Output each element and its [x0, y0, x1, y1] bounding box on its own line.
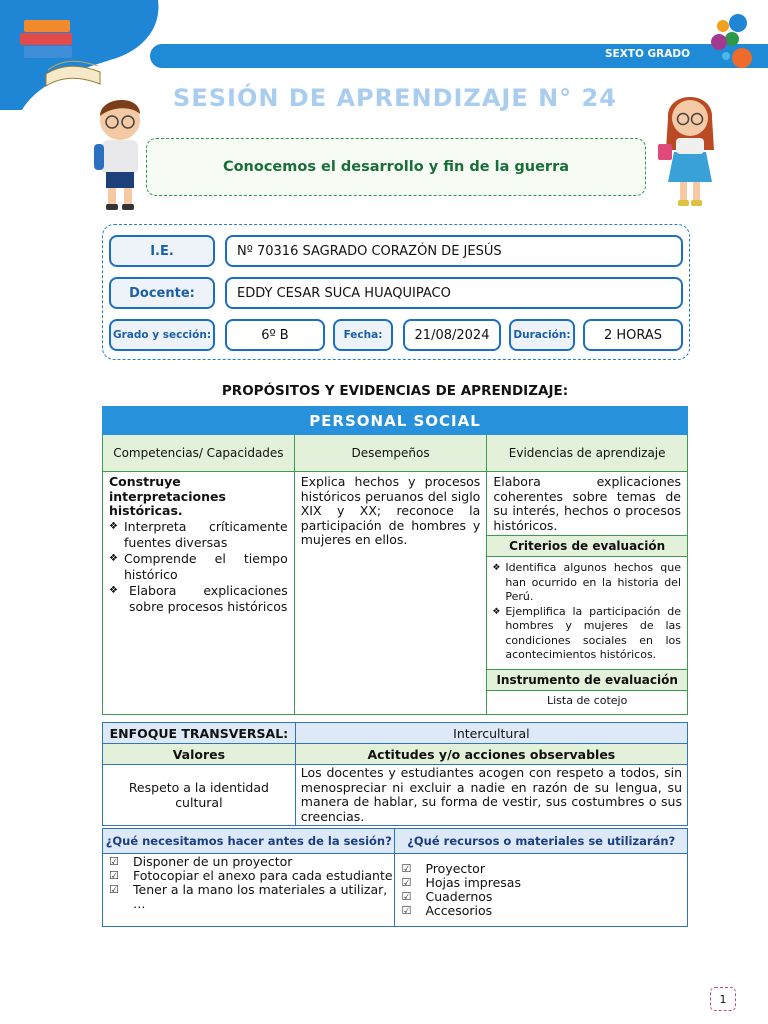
page-number: 1: [710, 987, 736, 1011]
approach-label: ENFOQUE TRANSVERSAL:: [103, 723, 296, 744]
resources-header: ¿Qué recursos o materiales se utilizarán?: [395, 829, 688, 854]
list-item: ☑ Proyector: [395, 862, 687, 876]
approach-value: Intercultural: [295, 723, 687, 744]
value-text: Respeto a la identidad cultural: [103, 765, 296, 826]
list-item: ❖ Ejemplifica la participación de hombres y mujeres de las condiciones sociales en los acontecimientos históricos.: [487, 605, 681, 663]
grade-section-value: 6º B: [225, 319, 325, 351]
list-item: ☑ Accesorios: [395, 904, 687, 918]
grade-section-label: Grado y sección:: [109, 319, 215, 351]
books-illustration: [18, 12, 106, 90]
instrument-header: Instrumento de evaluación: [487, 669, 687, 691]
list-item: ☑ Cuadernos: [395, 890, 687, 904]
approach-table: [102, 722, 688, 826]
general-info-box: [102, 224, 690, 360]
capacities-list: [109, 519, 288, 615]
before-session-cell: [103, 854, 395, 927]
session-topic-box: [146, 138, 646, 196]
before-session-list: [103, 855, 394, 911]
area-header: PERSONAL SOCIAL: [103, 407, 688, 435]
competencies-header: Competencias/ Capacidades: [103, 435, 295, 472]
list-item: ❖ Elabora explicaciones sobre procesos históricos: [109, 583, 288, 615]
competencies-cell: [103, 472, 295, 715]
list-item: ☑ Fotocopiar el anexo para cada estudiante: [103, 869, 394, 883]
boy-character-illustration: [88, 92, 152, 214]
evidence-cell: [487, 472, 688, 715]
criteria-header: Criterios de evaluación: [487, 535, 687, 557]
purposes-table: [102, 406, 688, 715]
teacher-label: Docente:: [109, 277, 215, 309]
date-label: Fecha:: [333, 319, 393, 351]
session-topic: Conocemos el desarrollo y fin de la guerra: [222, 159, 570, 175]
ie-value: Nº 70316 SAGRADO CORAZÓN DE JESÚS: [225, 235, 683, 267]
resources-list: [395, 862, 687, 918]
actions-header: Actitudes y/o acciones observables: [295, 744, 687, 765]
evidence-text: Elabora explicaciones coherentes sobre temas de su interés, hechos o procesos históricos.: [493, 474, 681, 533]
page-title: SESIÓN DE APRENDIZAJE N° 24: [173, 84, 617, 112]
instrument-value: Lista de cotejo: [546, 693, 628, 707]
action-text: Los docentes y estudiantes acogen con respeto a todos, sin menospreciar ni excluir a nadie en razón de su lengua, su manera de hablar, su forma de vestir, sus costumbres o sus creencias.: [295, 765, 687, 826]
duration-value: 2 HORAS: [583, 319, 683, 351]
list-item: ❖ Interpreta críticamente fuentes diversas: [109, 519, 288, 551]
grade-label: SEXTO GRADO: [604, 48, 690, 60]
criteria-list: [487, 557, 687, 669]
performance-header: Desempeños: [294, 435, 487, 472]
evidence-header: Evidencias de aprendizaje: [487, 435, 688, 472]
before-session-header: ¿Qué necesitamos hacer antes de la sesión?: [103, 829, 395, 854]
values-header: Valores: [103, 744, 296, 765]
date-value: 21/08/2024: [403, 319, 501, 351]
ie-label: I.E.: [109, 235, 215, 267]
dots-decoration: [708, 12, 758, 70]
duration-label: Duración:: [509, 319, 575, 351]
resources-cell: [395, 854, 688, 927]
list-item: ❖ Comprende el tiempo histórico: [109, 551, 288, 583]
performance-cell: [294, 472, 487, 715]
competence-name: Construye interpretaciones históricas.: [109, 474, 226, 518]
girl-character-illustration: [656, 88, 724, 212]
list-item: ☑ Hojas impresas: [395, 876, 687, 890]
list-item: ☑ Tener a la mano los materiales a utilizar, …: [103, 883, 394, 911]
list-item: ❖ Identifica algunos hechos que han ocurrido en la historia del Perú.: [487, 561, 681, 605]
performance-text: Explica hechos y procesos históricos peruanos del siglo XIX y XX; reconoce la participación de hombres y mujeres en ellos.: [300, 474, 481, 547]
list-item: ☑ Disponer de un proyector: [103, 855, 394, 869]
preparation-table: [102, 828, 688, 927]
teacher-value: EDDY CESAR SUCA HUAQUIPACO: [225, 277, 683, 309]
purposes-title: PROPÓSITOS Y EVIDENCIAS DE APRENDIZAJE:: [221, 383, 569, 399]
